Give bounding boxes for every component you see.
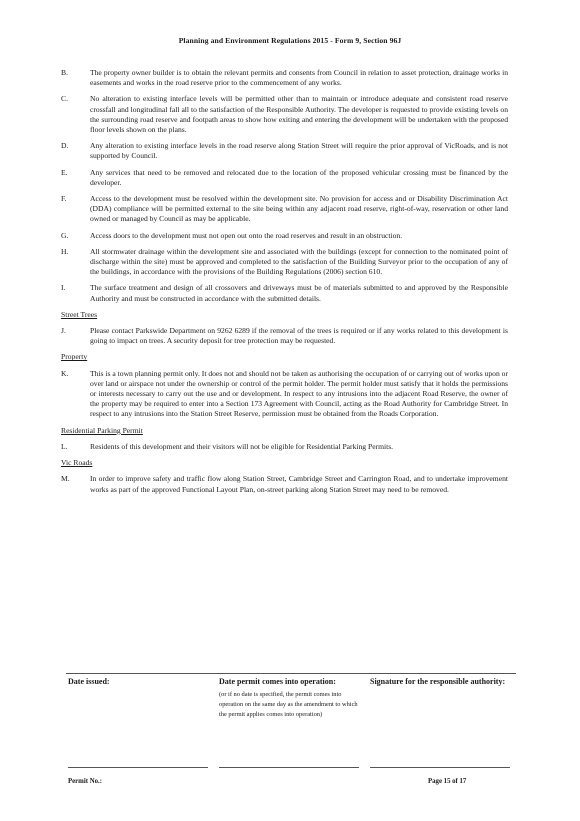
condition-text: This is a town planning permit only. It does not and should not be taken as authorising the occupation of or carrying out of works upon or over land or airspace not under the ownership or control of the permit holder. The permit holder must satisfy that it holds the permissions or interests necessary to carry out the use and or development. In respect to any intrusions into the adjacent Road Reserve, the owner of the property may be required to enter into a Section 173 Agreement with Council, acting as the Road Authority for Cambridge Street. In respect to any intrusions into the Station Street Reserve, permission must be obtained from the Roads Corporation. bbox=[90, 368, 508, 419]
condition-g bbox=[61, 230, 508, 241]
condition-letter: L. bbox=[61, 441, 68, 451]
condition-text: Please contact Parkswide Department on 9262 6289 if the removal of the trees is required or if any works related to this development is going to impact on trees. A security deposit for tree protection may be requested. bbox=[90, 326, 508, 346]
condition-b bbox=[61, 68, 508, 88]
condition-letter: B. bbox=[61, 68, 68, 77]
condition-letter: F. bbox=[61, 194, 67, 204]
date-operation-line bbox=[219, 767, 359, 768]
condition-i bbox=[61, 283, 508, 303]
condition-letter: K. bbox=[61, 368, 69, 378]
condition-text: Access doors to the development must not open out onto the road reserves and result in an obstruction. bbox=[90, 230, 403, 240]
conditions-content bbox=[61, 68, 508, 501]
condition-text: The property owner builder is to obtain the relevant permits and consents from Council in relation to asset protection, drainage works in easements and works in the road reserve prior to the commencement of any works. bbox=[90, 68, 508, 88]
condition-text: The surface treatment and design of all crossovers and driveways must be of materials submitted to and approved by the Responsible Authority and must be constructed in accordance with the submitted details. bbox=[90, 283, 508, 303]
signature-divider bbox=[66, 673, 516, 674]
condition-letter: D. bbox=[61, 141, 69, 151]
condition-m bbox=[61, 474, 508, 494]
condition-e bbox=[61, 167, 508, 188]
section-heading-residential-parking: Residential Parking Permit bbox=[61, 425, 143, 435]
date-operation-note: (or if no date is specified, the permit comes into operation on the same day as the amendment to which the permit applies comes into operation) bbox=[219, 691, 358, 718]
condition-text: In order to improve safety and traffic flow along Station Street, Cambridge Street and Carrington Road, and to undertake improvement works as part of the approved Functional Layout Plan, on-street parking along Station Street may need to be removed. bbox=[90, 474, 508, 494]
permit-number-label: Permit No.: bbox=[68, 778, 102, 785]
date-issued-label: Date issued: bbox=[68, 677, 110, 686]
condition-letter: G. bbox=[61, 230, 69, 240]
date-issued-line bbox=[68, 767, 208, 768]
condition-text: No alteration to existing interface levels will be permitted other than to maintain or introduce adequate and consistent road reserve crossfall and longitudinal fall all to the satisfaction of the Responsible Authority. The developer is requested to provide existing levels on the surrounding road reserve and footpath areas to show how exiting and entering the development will be undertaken with the proposed floor levels shown on the plans. bbox=[90, 94, 508, 135]
document-header: Planning and Environment Regulations 2015 - Form 9, Section 96J bbox=[178, 36, 402, 45]
signature-label: Signature for the responsible authority: bbox=[370, 677, 506, 686]
condition-c bbox=[61, 94, 508, 135]
date-operation-label: Date permit comes into operation: bbox=[219, 677, 336, 686]
condition-text: Any services that need to be removed and relocated due to the location of the proposed vehicular crossing must be financed by the developer. bbox=[90, 167, 508, 187]
condition-l bbox=[61, 441, 508, 452]
condition-text: Any alteration to existing interface levels in the road reserve along Station Street will require the prior approval of VicRoads, and is not supported by Council. bbox=[90, 141, 508, 161]
condition-f bbox=[61, 194, 508, 225]
condition-letter: H. bbox=[61, 246, 69, 256]
date-operation-block bbox=[219, 677, 359, 720]
condition-letter: E. bbox=[61, 167, 68, 177]
condition-letter: I. bbox=[61, 283, 66, 293]
condition-text: Residents of this development and their visitors will not be eligible for Residential Parking Permits. bbox=[90, 441, 394, 451]
condition-j bbox=[61, 326, 508, 346]
condition-h bbox=[61, 246, 508, 278]
condition-k bbox=[61, 368, 508, 420]
page-number: Page 15 of 17 bbox=[428, 778, 467, 785]
condition-letter: M. bbox=[61, 474, 70, 484]
condition-text: All stormwater drainage within the development site and associated with the buildings (except for connection to the nominated point of discharge within the site) must be approved and completed to the satisfaction of the Building Surveyor prior to the occupation of any of the buildings, in accordance with the provisions of the Building Regulations (2006) section 610. bbox=[90, 246, 508, 277]
signature-line bbox=[370, 767, 510, 768]
condition-text: Access to the development must be resolved within the development site. No provision for access and or Disability Discrimination Act (DDA) compliance will be permitted external to the site being within any adjacent road reserve, right-of-way, reservation or other land owned or managed by Council as may be applicable. bbox=[90, 194, 508, 224]
condition-d bbox=[61, 141, 508, 161]
condition-letter: C. bbox=[61, 94, 68, 104]
section-heading-street-trees: Street Trees bbox=[61, 309, 98, 319]
condition-letter: J. bbox=[61, 326, 66, 336]
section-heading-property: Property bbox=[61, 352, 88, 362]
section-heading-vic-roads: Vic Roads bbox=[61, 458, 93, 468]
